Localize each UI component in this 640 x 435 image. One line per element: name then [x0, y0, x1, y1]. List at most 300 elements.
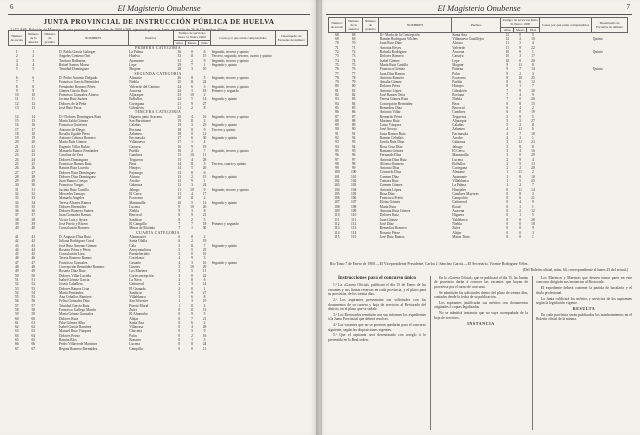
cell-nombre: Francisco García Bermúdez — [59, 80, 100, 85]
cell-anos: 2 — [178, 286, 181, 291]
cell-pueblo: San Silvestre — [129, 299, 149, 304]
cell-num-anterior: 40 — [31, 226, 36, 231]
cell-meses: 0 — [191, 131, 193, 136]
cell-meses: 5 — [191, 247, 193, 252]
cell-meses: 8 — [191, 234, 193, 239]
cell-num-anterior: 37 — [31, 213, 36, 218]
cell-nombre: Eugenio Villar Rubio — [59, 144, 90, 149]
cell-nombre: Josefa Ruiz Díaz — [379, 140, 405, 145]
cell-dias: 1 — [203, 286, 206, 291]
cell-dias: 29 — [531, 153, 535, 158]
cell-pueblo: Hinojos — [452, 84, 464, 89]
cell-num-escala: 88 — [335, 118, 339, 123]
cell-nombre: Francisca Gutiérrez — [59, 123, 88, 128]
cell-nombre: Mercedes Tamayo — [59, 191, 86, 196]
cell-dias: 2 — [532, 170, 534, 175]
cell-meses: 6 — [519, 196, 522, 201]
cell-pueblo: El Granado — [129, 286, 146, 291]
cell-nombre: Trinidad García Ruiz — [59, 303, 90, 308]
hdr-causa: Causa por que están comprendidos — [211, 31, 275, 46]
cell-anos: 4 — [506, 131, 509, 136]
cell-anos: 5 — [506, 114, 509, 119]
hdr-num-anterior: Número de la anterior — [25, 31, 42, 46]
cell-dias: 3 — [532, 71, 534, 76]
cell-num-escala: 57 — [14, 303, 19, 308]
cell-dias: 1 — [532, 234, 534, 239]
cell-num-anterior: 33 — [31, 196, 36, 201]
cell-meses: 5 — [191, 166, 193, 171]
cell-num-escala: 70 — [335, 41, 339, 46]
left-roster-table — [8, 30, 308, 351]
cell-num-anterior: 115 — [351, 234, 357, 239]
cell-meses: 10 — [190, 204, 194, 209]
cell-dias: 3 — [532, 230, 534, 235]
cell-num-escala: 98 — [335, 161, 339, 166]
cell-anos: 0 — [506, 221, 509, 226]
cell-num-anterior: 57 — [31, 303, 36, 308]
cell-dias: 4 — [532, 41, 534, 46]
article-col3-body — [536, 276, 632, 305]
cell-anos: 4 — [178, 256, 181, 261]
cell-nombre: Juan Gonzalez Ramos — [59, 213, 91, 218]
cell-num-escala: 55 — [14, 295, 19, 300]
cell-dias: 3 — [532, 191, 534, 196]
cell-causa: Primero y segundo — [211, 222, 239, 227]
cell-num-anterior: 113 — [351, 226, 357, 231]
cell-num-escala: 32 — [14, 191, 19, 196]
cell-num-escala: 40 — [14, 226, 19, 231]
cell-num-escala: 13 — [14, 106, 19, 111]
cell-num-anterior: 93 — [351, 140, 356, 145]
cell-anos: 0 — [178, 338, 181, 343]
cell-dias: 10 — [202, 67, 207, 72]
article-section-resulta: RESULTA — [572, 306, 596, 312]
cell-pueblo: Cumbres — [452, 110, 466, 115]
cell-anos: 8 — [506, 84, 509, 89]
cell-num-anterior: 31 — [31, 187, 36, 192]
cell-anos: 16 — [177, 149, 182, 154]
cell-anos: 7 — [506, 93, 509, 98]
hdr-dias: Días — [527, 27, 540, 32]
article-paragraph: En la «Gaceta Oficial» que se publicará el día 15, las Juntas de provincia darán á conocer las vacantes que hayan de proveerse por el turno de concurso. — [434, 276, 528, 289]
cell-num-anterior: 53 — [31, 286, 36, 291]
cell-dias: 6 — [203, 170, 206, 175]
cell-num-anterior: 82 — [351, 93, 356, 98]
cell-meses: 11 — [190, 308, 194, 312]
cell-nombre: José Ruiz Ramos — [379, 234, 405, 239]
cell-meses: 1 — [519, 213, 522, 218]
cell-pueblo: Alájar — [129, 316, 139, 321]
cell-anos: 0 — [506, 209, 509, 214]
cell-pueblo: Lepe — [129, 63, 137, 68]
cell-dias: 19 — [202, 239, 207, 244]
cell-dias: 24 — [202, 183, 207, 188]
cell-num-escala: 47 — [14, 260, 19, 265]
cell-pueblo: El Cerro — [129, 191, 142, 196]
cell-num-anterior: 78 — [351, 75, 356, 80]
cell-meses: 9 — [191, 256, 193, 261]
cell-dias: 18 — [202, 222, 207, 227]
cell-pueblo: Bollullos — [452, 161, 466, 166]
cell-dias: 9 — [203, 127, 206, 132]
cell-num-escala: 45 — [14, 252, 19, 257]
cell-num-escala: 72 — [335, 50, 339, 55]
cell-nombre: Rafaela Rodríguez — [379, 50, 407, 55]
cell-pueblo: Manzanilla — [452, 153, 469, 158]
cell-pueblo: Palos — [452, 71, 461, 76]
cell-pueblo: Gibraleón — [452, 88, 467, 93]
cell-num-anterior: 15 — [31, 118, 36, 123]
cell-meses: 5 — [191, 269, 193, 274]
cell-num-anterior: 48 — [31, 265, 36, 270]
cell-num-anterior: 97 — [351, 157, 356, 162]
cell-nombre: Trinidad Domínguez — [59, 67, 89, 72]
cell-num-escala: 115 — [334, 234, 340, 239]
cell-anos: 11 — [505, 45, 510, 50]
cell-nombre: Francisco Gallego Martín — [59, 308, 96, 312]
cell-dias: 9 — [203, 187, 206, 192]
cell-pueblo: El Cerro — [452, 148, 465, 153]
cell-nombre: D. Pablo García Galinger — [59, 50, 96, 55]
cell-num-anterior: 60 — [31, 316, 36, 321]
cell-pueblo: Paymogo — [129, 170, 143, 175]
cell-anos: 5 — [506, 123, 509, 128]
cell-pueblo: Lepe — [452, 58, 460, 63]
cell-meses: 2 — [191, 217, 193, 222]
cell-anos: 2 — [506, 166, 509, 171]
cell-nombre: Bernardo Pérez — [379, 114, 403, 119]
cell-nombre: Francisca Prieto — [379, 196, 404, 201]
right-masthead — [326, 0, 632, 15]
cell-anos: 24 — [177, 88, 182, 93]
cell-meses: 1 — [519, 84, 522, 89]
cell-dias: 8 — [203, 295, 206, 300]
hdr-dias: Días — [198, 40, 210, 45]
cell-meses: 0 — [191, 286, 193, 291]
cell-num-escala: 17 — [14, 127, 19, 132]
cell-num-anterior: 56 — [31, 299, 36, 304]
cell-num-anterior: 36 — [31, 209, 36, 214]
cell-pueblo: Alosno — [452, 41, 463, 46]
cell-dias: 24 — [202, 342, 207, 347]
cell-meses: 11 — [190, 80, 194, 85]
cell-num-escala: 23 — [14, 153, 19, 158]
cell-dias: 16 — [202, 260, 207, 265]
cell-dias: 22 — [202, 273, 207, 278]
cell-pueblo: Lucena — [129, 342, 140, 347]
cell-num-anterior: 9 — [32, 88, 35, 93]
cell-dias: 14 — [531, 67, 535, 72]
cell-num-anterior: 59 — [31, 312, 36, 317]
cell-num-escala: 50 — [14, 273, 19, 278]
cell-nombre: Rafael Santos Mosso — [59, 63, 90, 68]
cell-dias: 6 — [203, 277, 206, 282]
cell-num-anterior: 49 — [31, 269, 36, 274]
cell-causa: Segundo y quinto — [211, 136, 238, 141]
cell-pueblo: Higuera junto Aracena — [129, 114, 162, 119]
cell-meses: 11 — [518, 62, 522, 67]
cell-dias: 20 — [531, 58, 535, 63]
cell-num-escala: 96 — [335, 153, 339, 158]
cell-pueblo: Berrocal — [129, 213, 142, 218]
cell-num-escala: 92 — [335, 136, 339, 141]
cell-dias: 26 — [531, 97, 535, 102]
cell-num-anterior: 16 — [31, 123, 36, 128]
cell-pueblo: Ayamonte — [452, 174, 467, 179]
cell-meses: 6 — [191, 295, 193, 300]
cell-meses: 7 — [519, 67, 522, 72]
cell-num-anterior: 28 — [31, 174, 36, 179]
cell-meses: 4 — [519, 200, 522, 205]
cell-nombre: Juan Ruiz Díaz — [379, 41, 402, 46]
cell-nombre: María Ruiz Castillo — [379, 62, 409, 67]
cell-num-escala: 99 — [335, 166, 339, 171]
cell-nombre: Consolación Romero — [59, 226, 90, 231]
cell-num-anterior: 18 — [31, 131, 36, 136]
cell-num-escala: 39 — [14, 222, 19, 227]
cell-nombre: José Arroyo — [379, 127, 398, 132]
cell-anos: 11 — [177, 187, 182, 192]
cell-num-anterior: 64 — [31, 333, 36, 338]
cell-dias: 3 — [203, 338, 206, 343]
cell-meses: 9 — [191, 101, 193, 106]
cell-anos: 14 — [177, 161, 182, 166]
cell-dias: 29 — [202, 265, 207, 270]
hdr-pueblos: Pueblos — [451, 18, 501, 33]
cell-num-escala: 64 — [14, 333, 19, 338]
cell-pueblo: Moguer — [452, 62, 464, 67]
cell-pueblo: Villanueva — [129, 140, 145, 145]
cell-anos: 28 — [177, 67, 182, 72]
cell-nombre: Rosa Díaz — [379, 191, 395, 196]
cell-dias: 1 — [203, 179, 206, 184]
cell-num-escala: 51 — [14, 277, 19, 282]
cell-anos: 7 — [178, 226, 181, 231]
cell-dias: 27 — [202, 101, 207, 106]
cell-num-escala: 84 — [335, 101, 339, 106]
cell-nombre: Remedios Díaz — [379, 105, 402, 110]
cell-num-escala: 75 — [335, 62, 339, 67]
cell-num-anterior: 104 — [350, 187, 357, 192]
cell-num-anterior: 24 — [31, 157, 36, 162]
cell-num-anterior: 101 — [350, 174, 357, 179]
cell-meses: 6 — [191, 136, 193, 141]
cell-anos: 0 — [178, 312, 181, 317]
cell-dias: 3 — [203, 84, 206, 89]
cell-nombre: Remedios Romero — [379, 226, 407, 231]
article-col2-body — [434, 276, 528, 320]
cell-num-anterior: 108 — [350, 204, 357, 209]
cell-nombre: Fernández Romero Pérez — [59, 84, 96, 89]
cell-anos: 1 — [506, 170, 509, 175]
cell-meses: 3 — [191, 183, 193, 188]
cell-anos: 4 — [178, 260, 181, 265]
cell-nombre: Dolores Ruiz — [379, 213, 399, 218]
cell-meses: 3 — [191, 299, 193, 304]
cell-num-anterior: 51 — [31, 277, 36, 282]
cell-num-anterior: 68 — [351, 32, 356, 37]
cell-nombre: Dolores Ruiz Domínguez — [59, 170, 96, 175]
cell-meses: 2 — [191, 106, 193, 111]
cell-causa: Segundo, tercero y quinto — [211, 187, 249, 192]
cell-num-escala: 10 — [14, 93, 19, 98]
cell-anos: 2 — [178, 277, 181, 282]
cell-dias: 7 — [532, 183, 534, 188]
cell-causa: Segundo, tercero y quinto — [211, 50, 249, 55]
cell-pueblo: Trigueros — [452, 114, 467, 119]
cell-pueblo: Villanueva Castillejos — [452, 37, 484, 42]
cell-dias: 2 — [532, 105, 534, 110]
hdr-nombres: NOMBRES — [58, 31, 128, 46]
article-paragraph: Se admitirán las solicitudes dentro del plazo de treinta días, contados desde la fecha de su publicación. — [434, 290, 528, 300]
cell-nombre: Fernando Díaz — [379, 153, 402, 158]
article-paragraph: El expediente deberá contener la partida de bacalario y el título profesional. — [536, 286, 632, 295]
cell-pueblo: Encinasola — [452, 131, 469, 136]
cell-nombre: Gómez García Ruiz — [59, 88, 88, 93]
cell-pueblo: Aracena — [452, 209, 465, 214]
cell-dias: 23 — [531, 140, 535, 145]
cell-anos: 5 — [506, 118, 509, 123]
cell-causa: Segundo y quinto — [211, 63, 238, 68]
cell-nombre: Antonia Ruiz Gómez — [379, 209, 411, 214]
cell-num-escala: 86 — [335, 110, 339, 115]
cell-anos: 0 — [506, 191, 509, 196]
cell-nombre: Felisa Gonzalez Díaz — [59, 299, 90, 304]
cell-dias: 10 — [531, 37, 535, 42]
cell-causa: Segundo y quinto — [211, 243, 238, 248]
bulletin-reference: (Del Boletín oficial, núm. 64, correspondiente al lunes 25 del actual.) — [522, 268, 628, 272]
cell-num-escala: 41 — [14, 234, 19, 239]
cell-num-anterior: 95 — [351, 148, 356, 153]
cell-meses: 11 — [518, 170, 522, 175]
cell-meses: 10 — [190, 265, 194, 270]
cell-num-anterior: 89 — [351, 123, 356, 128]
cell-anos: 8 — [506, 80, 509, 85]
cell-nombre: Teodoro Balbuena — [59, 58, 86, 63]
cell-num-anterior: 20 — [31, 140, 36, 145]
cell-dias: 7 — [532, 84, 534, 89]
cell-num-escala: 42 — [14, 239, 19, 244]
cell-nombre: Regina Romero Bermúdez — [59, 346, 98, 351]
cell-pueblo: Manzanilla — [129, 200, 146, 205]
cell-num-anterior: 21 — [31, 144, 36, 149]
cell-pueblo: Galaroza — [452, 140, 466, 145]
article-column-3 — [536, 276, 632, 323]
cell-num-anterior: 85 — [351, 105, 356, 110]
cell-meses: 2 — [519, 123, 522, 128]
cell-nombre: Victor Luis y Ayora — [59, 217, 88, 222]
cell-num-anterior: 62 — [31, 325, 36, 330]
cell-num-anterior: 26 — [31, 166, 36, 171]
cell-num-escala: 65 — [14, 338, 19, 343]
cell-pueblo: Minas de Riotinto — [129, 226, 156, 231]
cell-num-escala: 30 — [14, 183, 19, 188]
cell-anos: 6 — [506, 101, 509, 106]
cell-num-anterior: 66 — [31, 342, 36, 347]
cell-anos: 0 — [506, 230, 509, 235]
cell-pueblo: Villablanca — [129, 295, 146, 300]
cell-num-anterior: 63 — [31, 329, 36, 334]
cell-num-escala: 9 — [15, 88, 18, 93]
cell-anos: 1 — [506, 178, 509, 183]
cell-num-escala: 69 — [335, 37, 339, 42]
cell-num-anterior: 88 — [351, 118, 356, 123]
cell-nombre: Antonio Villar — [379, 110, 401, 115]
cell-dias: 7 — [203, 243, 206, 248]
cell-num-escala: 105 — [334, 191, 340, 196]
cell-num-escala: 46 — [14, 256, 19, 261]
left-page — [0, 0, 318, 435]
cell-pueblo: Los Marines — [129, 269, 148, 274]
cell-meses: 10 — [190, 187, 194, 192]
hdr-desempena: Desempeño de Escuelas de número — [275, 31, 307, 46]
cell-num-anterior: 69 — [351, 37, 356, 42]
cell-num-anterior: 103 — [350, 183, 357, 188]
cell-dias: 17 — [202, 191, 207, 196]
cell-num-escala: 101 — [334, 174, 340, 179]
cell-anos: 21 — [177, 101, 182, 106]
cell-num-anterior: 3 — [32, 58, 35, 63]
cell-anos: 0 — [506, 234, 509, 239]
cell-anos: 1 — [506, 183, 509, 188]
cell-num-anterior: 46 — [31, 256, 36, 261]
cell-anos: 8 — [178, 217, 181, 222]
cell-dias: 20 — [531, 166, 535, 171]
cell-anos: 6 — [178, 234, 181, 239]
cell-num-gratuito — [42, 347, 59, 351]
cell-num-anterior: 84 — [351, 101, 356, 106]
cell-causa: Tercero, segundo, tercero, cuarto y quinto — [211, 54, 272, 59]
cell-num-escala: 90 — [335, 127, 339, 132]
cell-nombre: Josefa Caballero — [59, 282, 83, 287]
cell-pueblo: Beas — [452, 101, 460, 106]
cell-anos: 1 — [178, 290, 181, 295]
cell-dias: 1 — [532, 204, 534, 209]
cell-anos: 23 — [177, 93, 182, 98]
cell-meses: 8 — [519, 174, 522, 179]
cell-dias: 15 — [202, 174, 207, 179]
cell-dias: 7 — [203, 149, 206, 154]
cell-num-anterior: 105 — [350, 191, 357, 196]
cell-pueblo: La Palma — [452, 183, 466, 188]
right-page-number: 7 — [626, 3, 630, 11]
cell-num-escala: 28 — [14, 174, 19, 179]
cell-pueblo: Minas Tinto — [452, 234, 470, 239]
cell-num-escala: 5 — [15, 67, 18, 72]
cell-nombre: José Prieto y Rivero — [59, 222, 89, 227]
hdr-nombres: NOMBRES — [379, 18, 451, 33]
cell-nombre: Ramona Gómez — [379, 148, 404, 153]
cell-anos: 25 — [177, 80, 182, 85]
cell-nombre: Dolores Bermúdez — [59, 204, 87, 209]
binding-gutter — [316, 0, 322, 435]
cell-num-anterior: 75 — [351, 62, 356, 67]
cell-num-escala: 35 — [14, 204, 19, 209]
cell-num-escala: 112 — [334, 221, 340, 226]
cell-pueblo: Santa Olalla — [129, 239, 147, 244]
cell-nombre: Francisca Gómez — [379, 67, 405, 72]
cell-nombre: Jacinta Ruiz Suárez — [59, 97, 88, 102]
cell-dias: 20 — [202, 166, 207, 171]
article-paragraph: 1.ª La «Gaceta Oficial» publicará el día 15 de Enero de las vacantes y sus Juntas reservas en cada provincia, y el plazo para su provisión, de los treinta días. — [328, 283, 426, 297]
cell-meses: 9 — [191, 312, 193, 317]
cell-anos: 7 — [506, 88, 509, 93]
cell-pueblo: Cañaveral — [452, 200, 467, 205]
cell-meses: 0 — [519, 58, 522, 63]
cell-anos: 9 — [506, 62, 509, 67]
cell-num-anterior: 35 — [31, 204, 36, 209]
cell-nombre: Dolores Diaz Domínguez — [59, 174, 96, 179]
